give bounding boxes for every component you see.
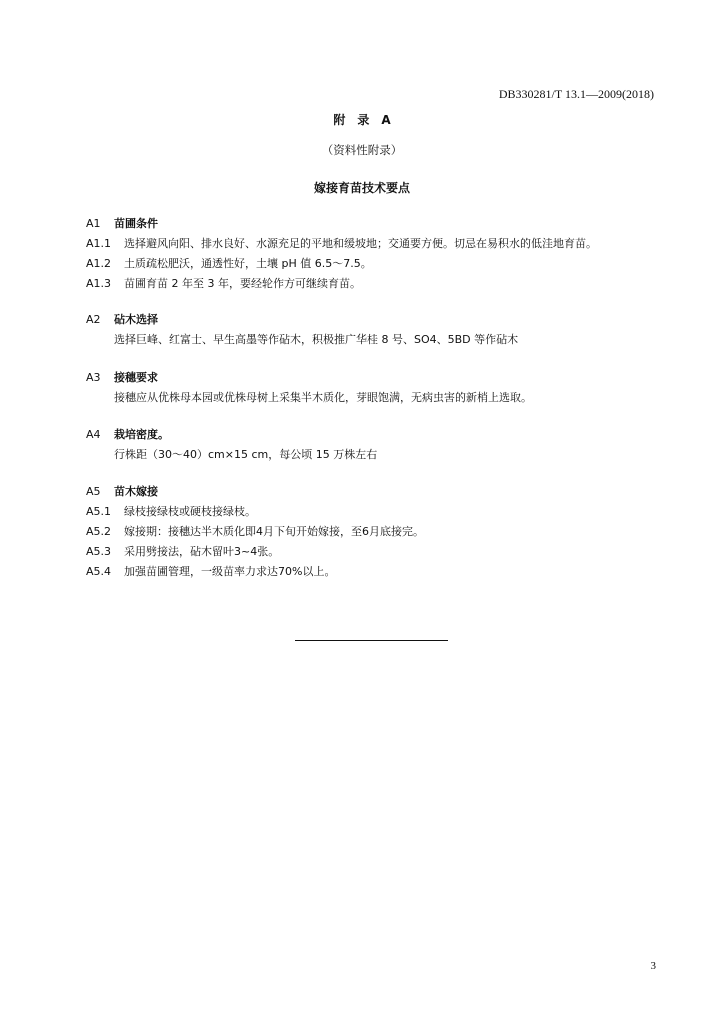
page-number: 3 <box>650 960 656 972</box>
section-body: 行株距（30～40）cm×15 cm，每公顷 15 万株左右 <box>114 448 378 461</box>
section-heading <box>86 368 664 388</box>
document-title: 嫁接育苗技术要点 <box>313 181 410 195</box>
section-title: 栽培密度。 <box>114 428 169 441</box>
section-number: A3 <box>86 371 101 384</box>
standard-code: DB330281/T 13.1—2009(2018) <box>498 87 654 101</box>
section-a4 <box>86 425 664 465</box>
clause-number: A5.1 <box>86 505 112 518</box>
section-number: A5 <box>86 485 101 498</box>
section-title: 砧木选择 <box>114 313 158 326</box>
section-number: A4 <box>86 428 101 441</box>
clause-text: 绿枝接绿枝或硬枝接绿枝。 <box>124 505 256 518</box>
section-body: 接穗应从优株母本园或优株母树上采集半木质化，芽眼饱满，无病虫害的新梢上选取。 <box>114 391 532 404</box>
section-number: A2 <box>86 313 101 326</box>
appendix-title: 附 录 A <box>333 113 391 127</box>
section-heading <box>86 425 664 445</box>
clause-number: A1.1 <box>86 237 112 250</box>
section-a1 <box>86 214 664 294</box>
clause-item <box>86 254 664 274</box>
clause-item <box>86 502 664 522</box>
clause-text: 苗圃育苗 2 年至 3 年，要经轮作方可继续育苗。 <box>124 277 361 290</box>
clause-number: A1.3 <box>86 277 112 290</box>
clause-number: A1.2 <box>86 257 112 270</box>
section-a2 <box>86 310 664 350</box>
clause-number: A5.2 <box>86 525 112 538</box>
section-title: 苗圃条件 <box>114 217 158 230</box>
section-a3 <box>86 368 664 408</box>
clause-text: 土质疏松肥沃，通透性好，土壤 pH 值 6.5～7.5。 <box>124 257 372 270</box>
clause-item <box>86 274 664 294</box>
clause-item <box>86 522 664 542</box>
clause-number: A5.4 <box>86 565 112 578</box>
section-heading <box>86 310 664 330</box>
clause-item <box>86 542 664 562</box>
clause-text: 加强苗圃管理，一级苗率力求达70%以上。 <box>124 565 336 578</box>
section-body: 选择巨峰、红富士、早生高墨等作砧木，积极推广华桂 8 号、SO4、5BD 等作砧木 <box>114 333 519 346</box>
section-number: A1 <box>86 217 101 230</box>
section-heading <box>86 214 664 234</box>
section-title: 苗木嫁接 <box>114 485 158 498</box>
section-heading <box>86 482 664 502</box>
section-title: 接穗要求 <box>114 371 158 384</box>
clause-text: 嫁接期：接穗达半木质化即4月下旬开始嫁接，至6月底接完。 <box>124 525 424 538</box>
clause-item <box>86 562 664 582</box>
end-rule-divider <box>295 640 448 641</box>
appendix-subtitle: （资料性附录） <box>321 143 403 157</box>
clause-number: A5.3 <box>86 545 112 558</box>
clause-text: 选择避风向阳、排水良好、水源充足的平地和缓坡地；交通要方便。切忌在易积水的低洼地育苗。 <box>124 237 597 250</box>
clause-text: 采用劈接法，砧木留叶3~4张。 <box>124 545 280 558</box>
clause-item <box>86 234 664 254</box>
section-a5 <box>86 482 664 582</box>
